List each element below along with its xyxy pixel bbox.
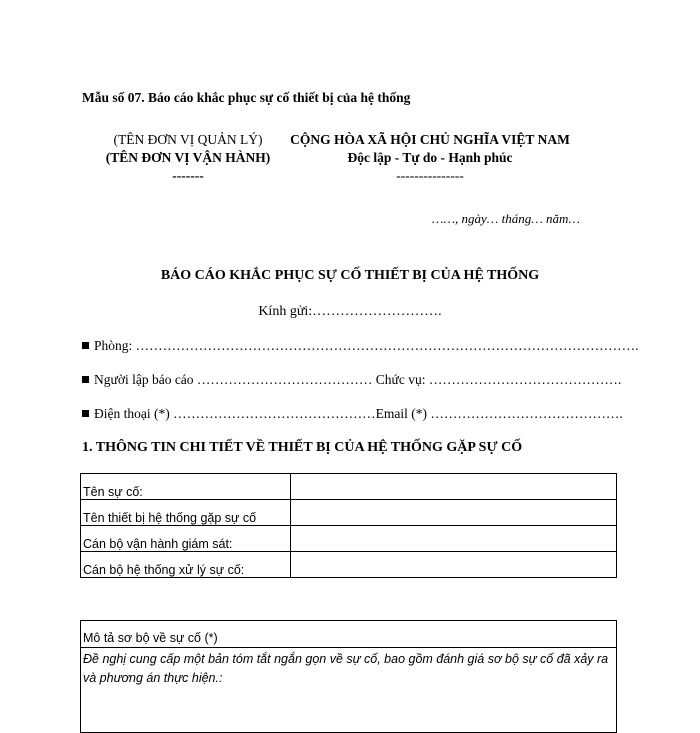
national-header — [270, 131, 590, 185]
department-field[interactable] — [82, 338, 639, 354]
table-row — [81, 500, 617, 526]
table-row — [81, 474, 617, 500]
bullet-icon — [82, 410, 89, 417]
contact-field-text: Điện thoại (*) ………………………………………Email (*) ……………………………………. — [94, 406, 623, 421]
country-name: CỘNG HÒA XÃ HỘI CHỦ NGHĨA VIỆT NAM — [290, 132, 570, 147]
managing-unit-header — [82, 131, 294, 185]
table-row — [81, 621, 617, 648]
reporter-field-text: Người lập báo cáo ………………………………… Chức vụ: ……………………………………. — [94, 372, 622, 387]
table-row — [81, 552, 617, 578]
department-field-text: Phòng: …………………………………………………………………………………………………. — [94, 338, 639, 353]
incident-description-table — [80, 620, 617, 733]
table-row — [81, 526, 617, 552]
document-title: BÁO CÁO KHẮC PHỤC SỰ CỐ THIẾT BỊ CỦA HỆ THỐNG — [160, 268, 540, 283]
table-cell-value[interactable] — [291, 552, 617, 578]
description-instructions[interactable]: Đề nghị cung cấp một bản tóm tắt ngắn gọn về sự cố, bao gồm đánh giá sơ bộ sự cố đã xảy ra và phương án thực hiện.: — [81, 648, 617, 733]
table-cell-label: Cán bộ hệ thống xử lý sự cố: — [81, 552, 291, 578]
left-header-rule: ------- — [172, 168, 204, 183]
table-cell-label: Tên thiết bị hệ thống gặp sự cố — [81, 500, 291, 526]
section-1-title: 1. THÔNG TIN CHI TIẾT VỀ THIẾT BỊ CỦA HỆ THỐNG GẶP SỰ CỐ — [82, 440, 523, 455]
date-line: ……, ngày… tháng… năm… — [431, 211, 580, 226]
managing-unit-name: (TÊN ĐƠN VỊ QUẢN LÝ) — [113, 132, 263, 147]
table-cell-value[interactable] — [291, 474, 617, 500]
table-cell-label: Cán bộ vận hành giám sát: — [81, 526, 291, 552]
table-cell-label: Tên sự cố: — [81, 474, 291, 500]
recipient-line[interactable]: Kính gửi:………………………. — [258, 304, 442, 319]
form-title: Mẫu số 07. Báo cáo khắc phục sự cố thiết bị của hệ thống — [82, 90, 411, 105]
table-cell-value[interactable] — [291, 526, 617, 552]
device-info-table — [80, 473, 617, 578]
contact-field[interactable] — [82, 406, 623, 422]
operating-unit-name: (TÊN ĐƠN VỊ VẬN HÀNH) — [105, 150, 271, 165]
right-header-rule: --------------- — [396, 168, 464, 183]
reporter-field[interactable] — [82, 372, 621, 388]
table-cell-value[interactable] — [291, 500, 617, 526]
description-heading: Mô tả sơ bộ về sự cố (*) — [81, 621, 617, 648]
bullet-icon — [82, 342, 89, 349]
table-row — [81, 648, 617, 733]
bullet-icon — [82, 376, 89, 383]
national-motto: Độc lập - Tự do - Hạnh phúc — [347, 150, 513, 165]
